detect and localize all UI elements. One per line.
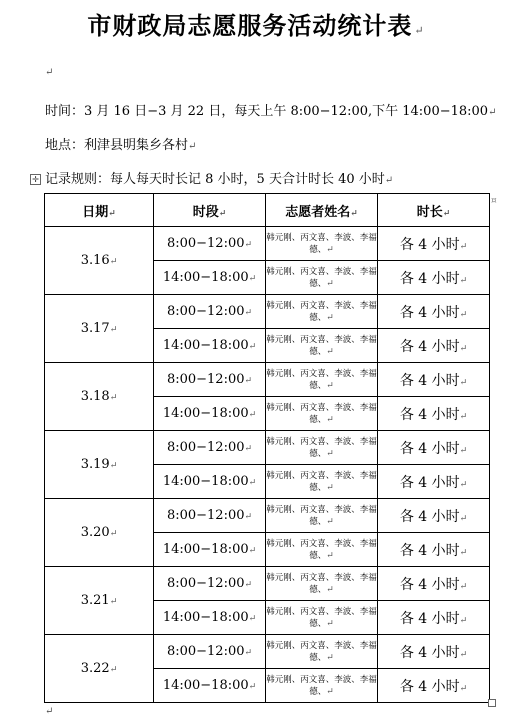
duration-cell[interactable]: 各 4 小时↵ (378, 499, 490, 533)
title-text: 市财政局志愿服务活动统计表 (87, 11, 413, 40)
volunteer-names-cell[interactable]: 韩元刚、丙文喜、李波、李福德、↵ (266, 499, 378, 533)
duration-cell[interactable]: 各 4 小时↵ (378, 635, 490, 669)
time-slot-cell[interactable]: 14:00−18:00↵ (154, 533, 266, 567)
table-resize-handle-icon[interactable] (488, 699, 496, 707)
time-slot-cell[interactable]: 8:00−12:00↵ (154, 567, 266, 601)
paragraph-mark-icon: ↵ (488, 107, 497, 118)
row-end-mark-icon: ¤ (491, 196, 497, 206)
duration-cell[interactable]: 各 4 小时↵ (378, 533, 490, 567)
table-row (45, 499, 490, 533)
volunteer-names-cell[interactable]: 韩元刚、丙文喜、李波、李福德、↵ (266, 533, 378, 567)
volunteer-names-cell[interactable]: 韩元刚、丙文喜、李波、李福德、↵ (266, 465, 378, 499)
duration-cell[interactable]: 各 4 小时↵ (378, 397, 490, 431)
time-slot-cell[interactable]: 8:00−12:00↵ (154, 635, 266, 669)
duration-cell[interactable]: 各 4 小时↵ (378, 601, 490, 635)
date-cell[interactable]: 3.20↵ (45, 499, 154, 567)
paragraph-mark-icon: ↵ (188, 141, 197, 152)
duration-cell[interactable]: 各 4 小时↵ (378, 295, 490, 329)
volunteer-names-cell[interactable]: 韩元刚、丙文喜、李波、李福德、↵ (266, 397, 378, 431)
table-move-handle-icon[interactable]: ✛ (30, 174, 41, 185)
header-date[interactable]: 日期↵ (45, 194, 154, 227)
time-slot-cell[interactable]: 14:00−18:00↵ (154, 329, 266, 363)
date-cell[interactable]: 3.22↵ (45, 635, 154, 703)
place-line[interactable] (45, 134, 196, 153)
duration-cell[interactable]: 各 4 小时↵ (378, 329, 490, 363)
document-title (0, 6, 512, 41)
volunteer-names-cell[interactable]: 韩元刚、丙文喜、李波、李福德、↵ (266, 601, 378, 635)
duration-cell[interactable]: 各 4 小时↵ (378, 227, 490, 261)
empty-paragraph[interactable] (45, 64, 53, 79)
table-header-row (45, 194, 490, 227)
duration-cell[interactable]: 各 4 小时↵ (378, 363, 490, 397)
time-text: 时间：3 月 16 日−3 月 22 日，每天上午 8:00−12:00,下午 14:00−18:00 (45, 104, 489, 119)
header-volunteer-names[interactable]: 志愿者姓名↵ (266, 194, 378, 227)
date-cell[interactable]: 3.19↵ (45, 431, 154, 499)
volunteer-names-cell[interactable]: 韩元刚、丙文喜、李波、李福德、↵ (266, 635, 378, 669)
duration-cell[interactable]: 各 4 小时↵ (378, 465, 490, 499)
table-row (45, 227, 490, 261)
volunteer-names-cell[interactable]: 韩元刚、丙文喜、李波、李福德、↵ (266, 329, 378, 363)
duration-cell[interactable]: 各 4 小时↵ (378, 567, 490, 601)
duration-cell[interactable]: 各 4 小时↵ (378, 669, 490, 703)
time-slot-cell[interactable]: 8:00−12:00↵ (154, 431, 266, 465)
time-slot-cell[interactable]: 8:00−12:00↵ (154, 295, 266, 329)
time-slot-cell[interactable]: 8:00−12:00↵ (154, 227, 266, 261)
place-text: 地点：利津县明集乡各村 (45, 138, 189, 153)
rule-line[interactable] (45, 168, 393, 187)
volunteer-names-cell[interactable]: 韩元刚、丙文喜、李波、李福德、↵ (266, 227, 378, 261)
date-cell[interactable]: 3.17↵ (45, 295, 154, 363)
time-slot-cell[interactable]: 14:00−18:00↵ (154, 601, 266, 635)
time-slot-cell[interactable]: 8:00−12:00↵ (154, 363, 266, 397)
header-time-slot[interactable]: 时段↵ (154, 194, 266, 227)
date-cell[interactable]: 3.18↵ (45, 363, 154, 431)
duration-cell[interactable]: 各 4 小时↵ (378, 431, 490, 465)
volunteer-names-cell[interactable]: 韩元刚、丙文喜、李波、李福德、↵ (266, 431, 378, 465)
volunteer-names-cell[interactable]: 韩元刚、丙文喜、李波、李福德、↵ (266, 567, 378, 601)
paragraph-mark-icon: ↵ (384, 175, 394, 186)
time-slot-cell[interactable]: 14:00−18:00↵ (154, 261, 266, 295)
date-cell[interactable]: 3.16↵ (45, 227, 154, 295)
rule-text: 记录规则：每人每天时长记 8 小时，5 天合计时长 40 小时 (45, 172, 385, 187)
volunteer-table (44, 193, 490, 703)
header-duration[interactable]: 时长↵ (378, 194, 490, 227)
time-slot-cell[interactable]: 8:00−12:00↵ (154, 499, 266, 533)
duration-cell[interactable]: 各 4 小时↵ (378, 261, 490, 295)
table-row (45, 567, 490, 601)
date-cell[interactable]: 3.21↵ (45, 567, 154, 635)
table-row (45, 295, 490, 329)
volunteer-names-cell[interactable]: 韩元刚、丙文喜、李波、李福德、↵ (266, 363, 378, 397)
volunteer-names-cell[interactable]: 韩元刚、丙文喜、李波、李福德、↵ (266, 669, 378, 703)
volunteer-names-cell[interactable]: 韩元刚、丙文喜、李波、李福德、↵ (266, 261, 378, 295)
table-row (45, 363, 490, 397)
time-slot-cell[interactable]: 14:00−18:00↵ (154, 465, 266, 499)
paragraph-mark-icon: ↵ (45, 67, 54, 78)
time-line[interactable] (45, 100, 496, 119)
paragraph-mark-icon: ↵ (45, 706, 54, 717)
volunteer-names-cell[interactable]: 韩元刚、丙文喜、李波、李福德、↵ (266, 295, 378, 329)
time-slot-cell[interactable]: 14:00−18:00↵ (154, 397, 266, 431)
time-slot-cell[interactable]: 14:00−18:00↵ (154, 669, 266, 703)
table-row (45, 431, 490, 465)
paragraph-mark-icon: ↵ (414, 24, 425, 37)
table-row (45, 635, 490, 669)
